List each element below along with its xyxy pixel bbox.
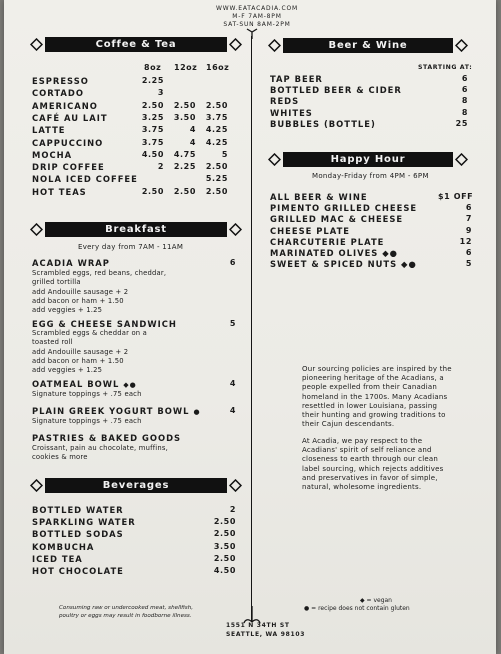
disclaimer-line1: Consuming raw or undercooked meat, shellfish, [59,605,194,611]
egg-sandwich-add3: add veggies + 1.25 [32,366,103,374]
acadia-wrap-price: 6 [229,258,236,267]
coffee-price-16oz: 5 [221,149,228,159]
acadia-wrap-name: ACADIA WRAP [32,258,110,268]
beverage-item-name: SPARKLING WATER [32,517,136,528]
happy-hour-item-name: SWEET & SPICED NUTS ◆● [270,259,417,270]
coffee-item-name: DRIP COFFEE [32,162,105,173]
beer-wine-item-name: REDS [270,96,300,107]
diamond-ornament-icon [30,38,43,51]
coffee-price-12oz: 2.50 [173,186,196,196]
size-12oz: 12oz [174,63,198,72]
address-city: SEATTLE, WA 98103 [226,631,306,638]
happy-hour-item-price: 6 [465,203,472,213]
coffee-price-16oz: 2.50 [205,186,228,196]
happy-hour-item-name: ALL BEER & WINE [270,192,368,202]
menu-page [4,0,496,654]
pastries-name: PASTRIES & BAKED GOODS [32,433,182,443]
egg-sandwich-price: 5 [229,319,236,328]
oatmeal-label: OATMEAL BOWL [32,379,120,389]
beverages-banner [30,478,242,493]
happy-hour-item-price: 5 [465,259,472,269]
diamond-ornament-icon [455,153,468,166]
beverage-item-price: 2 [229,505,236,514]
beer-wine-item-price: 8 [461,96,468,106]
diamond-ornament-icon [455,39,468,52]
diamond-ornament-icon [229,223,242,236]
yogurt-desc: Signature toppings + .75 each [32,417,142,425]
diamond-ornament-icon [229,479,242,492]
coffee-item-name: CORTADO [32,88,84,99]
coffee-price-8oz: 3.75 [141,137,164,147]
breakfast-banner [30,222,242,237]
beverage-item-price: 3.50 [213,541,236,551]
beer-wine-item-name: BUBBLES (BOTTLE) [270,118,376,129]
legend-gluten-free: ● = recipe does not contain gluten [304,605,410,612]
coffee-price-12oz: 4 [189,137,196,147]
size-8oz: 8oz [144,63,162,72]
beverage-item-name: BOTTLED SODAS [32,529,124,540]
center-divider [251,36,252,621]
beverage-item-name: ICED TEA [32,553,83,564]
coffee-price-8oz: 3.25 [141,112,164,122]
diamond-ornament-icon [268,153,281,166]
happy-hour-item-price: 7 [465,214,472,224]
coffee-item-name: HOT TEAS [32,186,87,197]
coffee-price-12oz: 4.75 [173,149,196,159]
beverage-item-price: 4.50 [213,566,236,575]
address-street: 1551 N 34TH ST [226,622,290,629]
happy-hour-item-name: GRILLED MAC & CHEESE [270,214,404,225]
coffee-price-8oz: 3 [157,88,164,98]
coffee-price-8oz: 4.50 [141,149,164,159]
beverage-item-price: 2.50 [213,517,236,527]
coffee-price-12oz: 4 [189,125,196,135]
coffee-item-name: CAFÉ AU LAIT [32,112,108,123]
about-paragraph-1: Our sourcing policies are inspired by the pioneering heritage of the Acadians, a people expelled from their Canadian homeland in the 1700s. Many Acadians resettled in lower Louisiana, passing their hunting and growing traditions to their Cajun descendants. [302,365,452,429]
beverage-item-price: 2.50 [213,553,236,563]
diamond-ornament-icon [30,223,43,236]
coffee-price-12oz: 3.50 [173,112,196,122]
egg-sandwich-add2: add bacon or ham + 1.50 [32,357,124,365]
pastries-desc1: Croissant, pain au chocolate, muffins, [32,444,168,452]
oatmeal-name [32,379,137,389]
coffee-price-16oz: 2.50 [205,162,228,172]
beer-wine-title: Beer & Wine [283,38,453,53]
happy-hour-item-price: 6 [465,248,472,257]
acadia-wrap-desc2: grilled tortilla [32,278,81,286]
coffee-price-16oz: 4.25 [205,137,228,147]
beverage-item-name: HOT CHOCOLATE [32,566,124,576]
happy-hour-item-name: CHARCUTERIE PLATE [270,236,385,247]
yogurt-name [32,406,201,416]
coffee-price-16oz: 4.25 [205,125,228,135]
coffee-tea-banner [30,37,242,52]
coffee-item-name: NOLA ICED COFFEE [32,174,138,185]
oatmeal-price: 4 [229,379,236,388]
beer-wine-item-price: 6 [461,85,468,95]
beverage-item-price: 2.50 [213,529,236,539]
happy-hour-item-price: 9 [465,225,472,235]
starting-at-label: STARTING AT: [418,64,473,71]
egg-sandwich-desc2: toasted roll [32,338,73,346]
acadia-wrap-add2: add bacon or ham + 1.50 [32,297,124,305]
size-16oz: 16oz [206,63,230,72]
website-text: WWW.EATACADIA.COM [216,5,298,12]
happy-hour-item-price: 12 [459,236,472,246]
diamond-ornament-icon [268,39,281,52]
pastries-desc2: cookies & more [32,453,88,461]
acadia-wrap-add3: add veggies + 1.25 [32,306,103,314]
coffee-item-name: AMERICANO [32,100,98,111]
beer-wine-item-price: 6 [461,74,468,83]
beer-wine-item-price: 25 [455,118,468,128]
beverage-item-name: BOTTLED WATER [32,505,124,515]
about-paragraph-2: At Acadia, we pay respect to the Acadians' spirit of self reliance and closeness to earth through our clean label sourcing, which rejects additives and preservatives in favor of simple, natural, wholesome ingredients. [302,437,444,492]
coffee-price-16oz: 5.25 [205,174,228,184]
oatmeal-desc: Signature toppings + .75 each [32,390,142,398]
breakfast-title: Breakfast [45,222,227,237]
acadia-wrap-desc1: Scrambled eggs, red beans, cheddar, [32,269,167,277]
disclaimer-line2: poultry or eggs may result in foodborne illness. [59,613,192,619]
coffee-item-name: ESPRESSO [32,76,89,86]
coffee-price-8oz: 2.50 [141,100,164,110]
happy-hour-item-name: CHEESE PLATE [270,225,351,236]
happy-hour-item-price: $1 OFF [438,192,474,201]
beer-wine-item-price: 8 [461,107,468,117]
coffee-price-8oz: 2.25 [141,76,164,85]
beer-wine-item-name: TAP BEER [270,74,323,84]
coffee-price-8oz: 3.75 [141,125,164,135]
coffee-price-8oz: 2 [157,162,164,172]
coffee-item-name: MOCHA [32,149,73,160]
divider-top-ornament [245,28,259,40]
yogurt-price: 4 [229,406,236,415]
yogurt-label: PLAIN GREEK YOGURT BOWL [32,406,190,416]
beer-wine-banner [268,38,468,53]
diamond-ornament-icon [30,479,43,492]
diamond-ornament-icon [229,38,242,51]
coffee-tea-title: Coffee & Tea [45,37,227,52]
coffee-price-12oz: 2.25 [173,162,196,172]
coffee-price-16oz: 3.75 [205,112,228,122]
beer-wine-item-name: BOTTLED BEER & CIDER [270,85,402,96]
coffee-price-16oz: 2.50 [205,100,228,110]
egg-sandwich-add1: add Andouille sausage + 2 [32,348,129,356]
egg-sandwich-desc1: Scrambled eggs & cheddar on a [32,329,148,337]
coffee-price-12oz: 2.50 [173,100,196,110]
beverage-item-name: KOMBUCHA [32,541,95,552]
egg-sandwich-name: EGG & CHEESE SANDWICH [32,319,177,329]
beverages-title: Beverages [45,478,227,493]
happy-hour-item-name: MARINATED OLIVES ◆● [270,248,398,258]
happy-hour-hours: Monday-Friday from 4PM - 6PM [312,172,429,180]
coffee-price-8oz: 2.50 [141,186,164,196]
coffee-item-name: LATTE [32,125,66,136]
weekend-hours: SAT-SUN 8AM-2PM [223,21,291,28]
happy-hour-banner [268,152,468,167]
vegan-gluten-free-icons: ◆● [123,381,137,389]
happy-hour-item-name: PIMENTO GRILLED CHEESE [270,203,418,214]
happy-hour-title: Happy Hour [283,152,453,167]
acadia-wrap-add1: add Andouille sausage + 2 [32,288,129,296]
breakfast-hours: Every day from 7AM - 11AM [78,243,184,251]
gluten-free-icon: ● [193,408,201,416]
legend-vegan: ◆ = vegan [360,597,392,604]
weekday-hours: M-F 7AM-8PM [232,13,282,20]
beer-wine-item-name: WHITES [270,107,313,118]
coffee-item-name: CAPPUCCINO [32,137,104,148]
